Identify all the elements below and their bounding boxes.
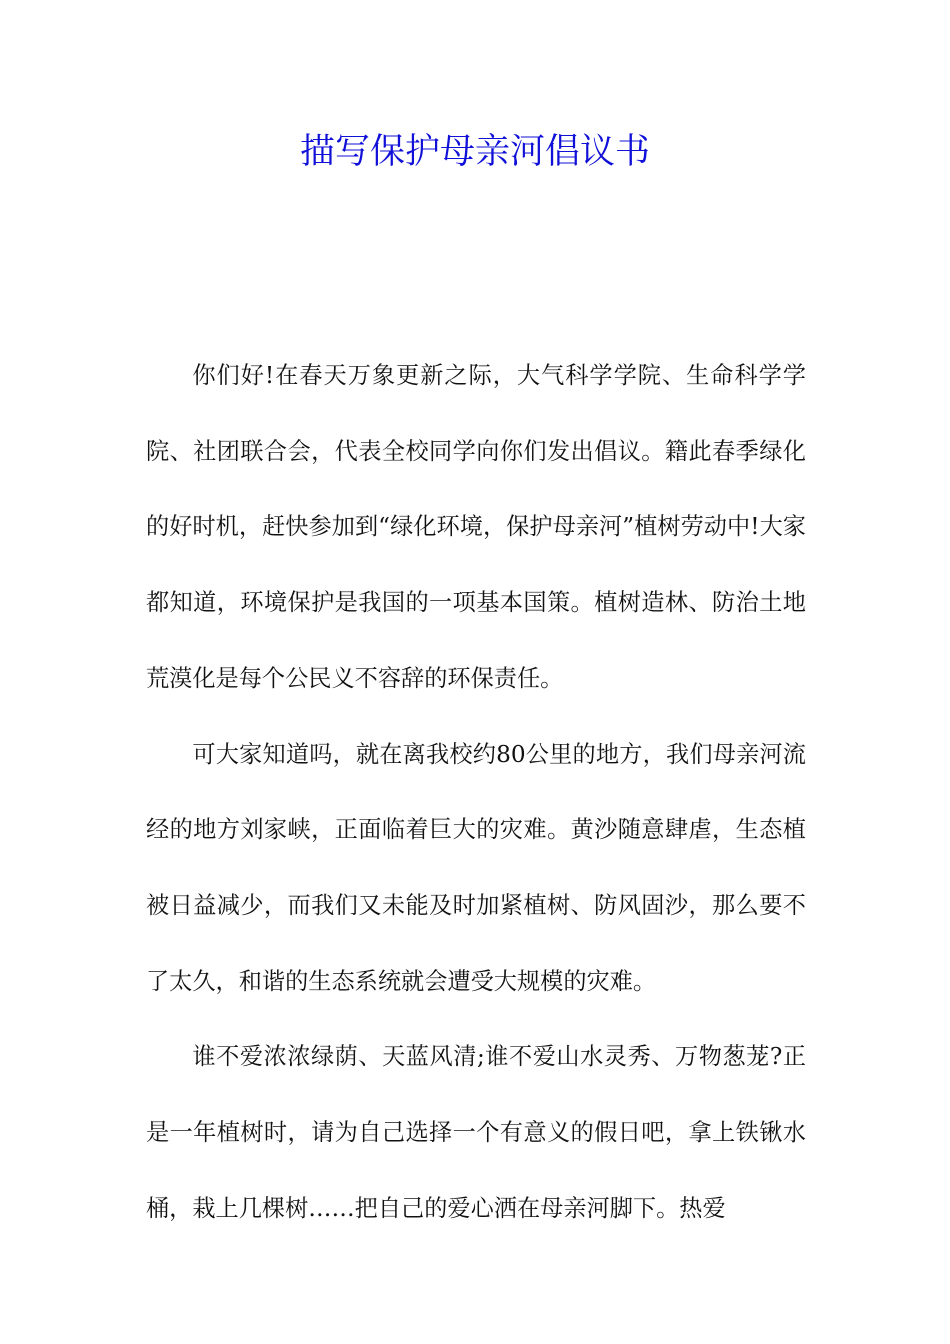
document-body xyxy=(146,338,806,1246)
paragraph-1: 你们好!在春天万象更新之际，大气科学学院、生命科学学院、社团联合会，代表全校同学向你们发出倡议。籍此春季绿化的好时机，赶快参加到“绿化环境，保护母亲河”植树劳动中!大家都知道，环境保护是我国的一项基本国策。植树造林、防治土地荒漠化是每个公民义不容辞的环保责任。 xyxy=(146,362,806,692)
document-title: 描写保护母亲河倡议书 xyxy=(299,132,650,172)
paragraph-3: 谁不爱浓浓绿荫、天蓝风清;谁不爱山水灵秀、万物葱茏?正是一年植树时，请为自己选择一个有意义的假日吧，拿上铁锹水桶，栽上几棵树……把自己的爱心洒在母亲河脚下。热爱 xyxy=(146,1043,806,1222)
paragraph-2: 可大家知道吗，就在离我校约80公里的地方，我们母亲河流经的地方刘家峡，正面临着巨大的灾难。黄沙随意肆虐，生态植被日益减少，而我们又未能及时加紧植树、防风固沙，那么要不了太久，和谐的生态系统就会遭受大规模的灾难。 xyxy=(146,740,806,995)
